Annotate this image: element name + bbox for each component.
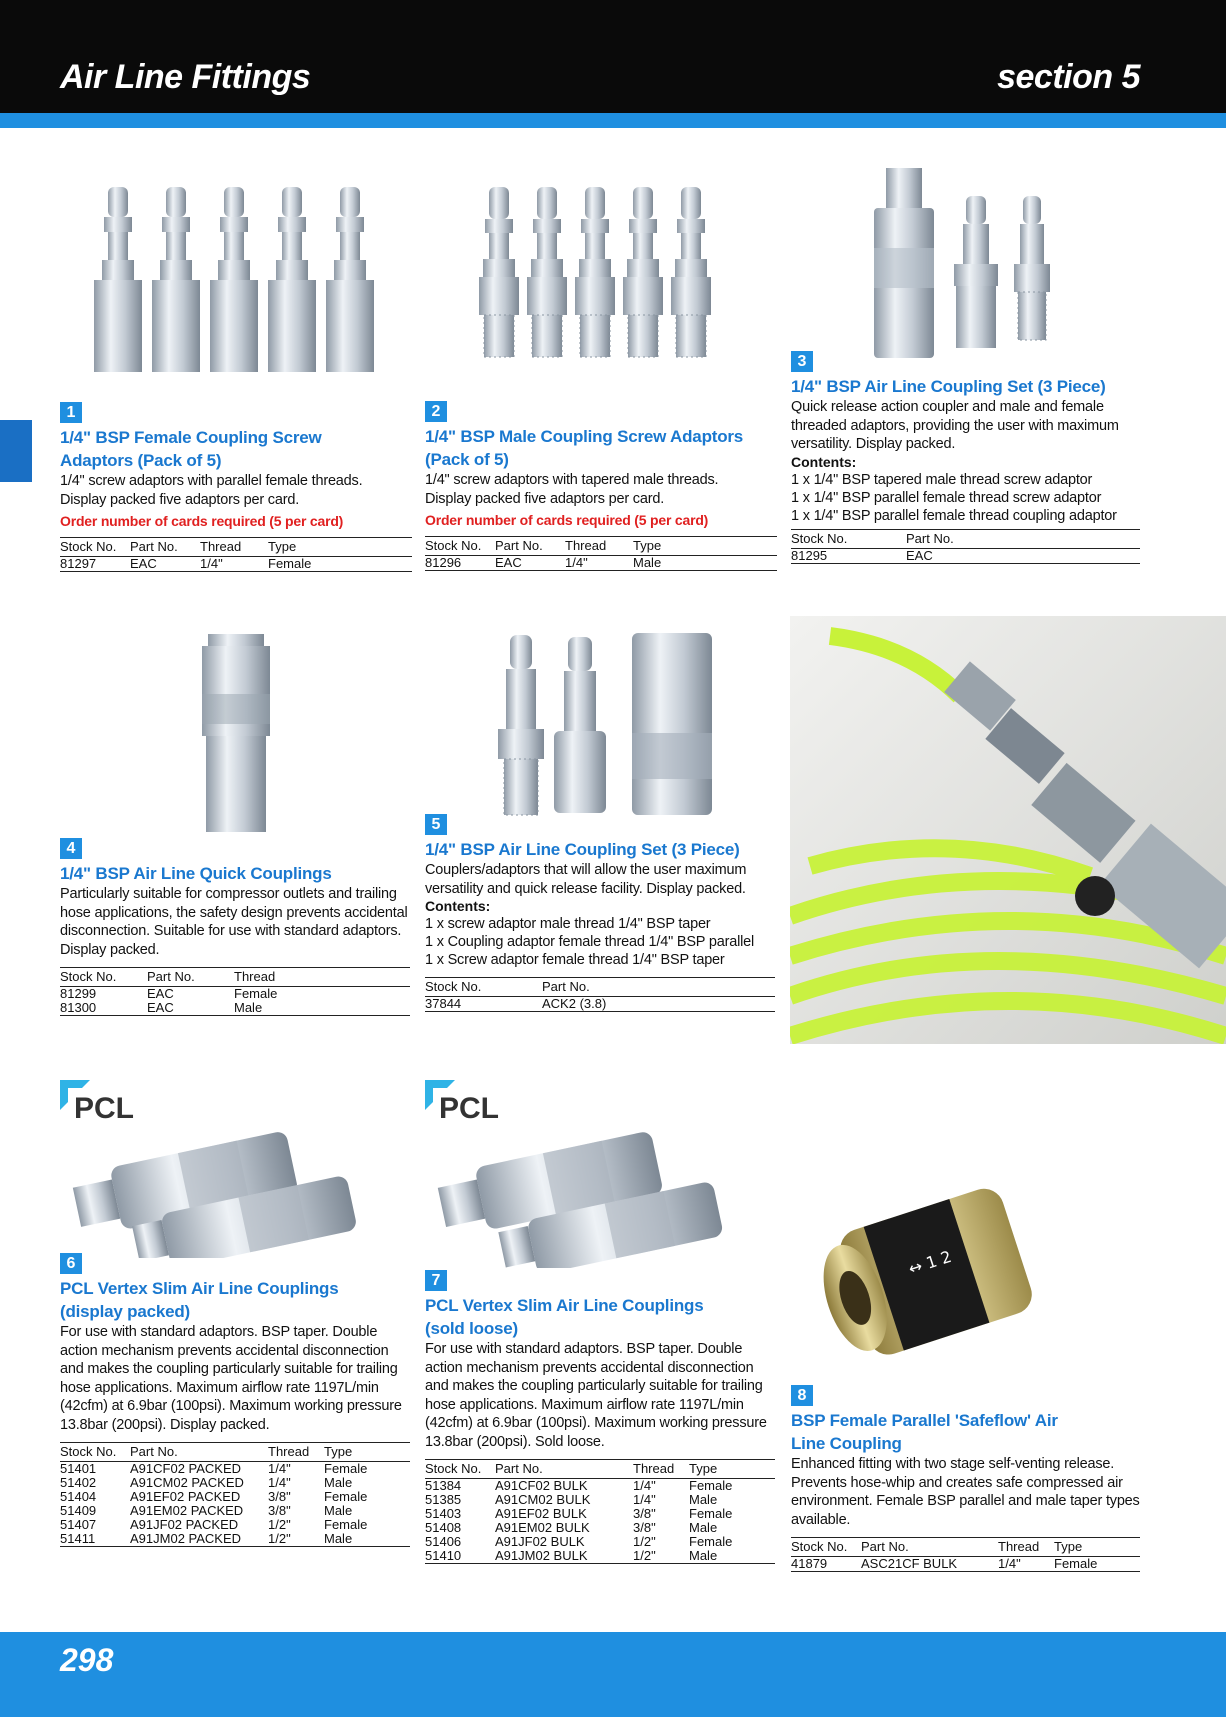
product-1	[60, 402, 412, 572]
cell: 1/4"	[633, 1492, 656, 1507]
female-adaptors-image	[85, 182, 385, 377]
section-label: section 5	[997, 58, 1140, 96]
section-tab	[0, 420, 32, 482]
contents-item: 1 x Coupling adaptor female thread 1/4" BSP parallel	[425, 934, 754, 950]
table-row	[791, 1557, 1140, 1572]
cell: Female	[689, 1534, 733, 1549]
col-header: Part No.	[130, 1444, 178, 1459]
cell: 81297	[60, 557, 130, 572]
cell: 1/2"	[268, 1517, 291, 1532]
col-header: Stock No.	[425, 979, 482, 994]
product-description: 1/4" screw adaptors with parallel female threads. Display packed five adaptors per card.	[60, 473, 363, 508]
cell: 81299	[60, 986, 97, 1001]
cell: 3/8"	[633, 1520, 656, 1535]
spec-table	[60, 1442, 410, 1547]
product-title: 1/4" BSP Female Coupling Screw Adaptors (Pack of 5)	[60, 428, 322, 470]
svg-text:↔ 1 2: ↔ 1 2	[906, 1246, 954, 1279]
spec-table	[425, 1459, 775, 1564]
contents-item: 1 x 1/4" BSP tapered male thread screw adaptor	[791, 471, 1093, 488]
spec-table	[425, 977, 775, 1012]
cell: 51408	[425, 1520, 462, 1535]
page-footer	[0, 1632, 1226, 1717]
contents-item: 1 x Screw adaptor female thread 1/4" BSP taper	[425, 952, 725, 968]
quick-coupling-image	[196, 634, 276, 834]
cell: 1/4"	[565, 556, 633, 571]
cell: 1/4"	[633, 1478, 656, 1493]
product-2	[425, 401, 777, 571]
cell: Female	[324, 1489, 368, 1504]
cell: 51409	[60, 1503, 97, 1518]
cell: EAC	[130, 557, 200, 572]
cell: Male	[324, 1475, 353, 1490]
spec-table	[60, 537, 412, 572]
cell: 51407	[60, 1517, 97, 1532]
cell: 1/2"	[633, 1534, 656, 1549]
cell: 81300	[60, 1001, 147, 1016]
cell: Male	[689, 1520, 718, 1535]
product-description: Quick release action coupler and male and female threaded adaptors, providing the user with maximum versatility. Display packed.	[791, 399, 1119, 452]
cell: 51411	[60, 1532, 130, 1547]
cell: Male	[324, 1532, 410, 1547]
product-title: 1/4" BSP Air Line Coupling Set (3 Piece)	[791, 377, 1106, 396]
col-header: Stock No.	[791, 1539, 848, 1554]
vertex-couplings-image	[66, 1118, 366, 1258]
product-number: 6	[60, 1253, 82, 1274]
table-row	[60, 1001, 410, 1016]
cell: 51385	[425, 1492, 462, 1507]
product-number: 7	[425, 1270, 447, 1291]
spec-table	[791, 1537, 1140, 1572]
product-6	[60, 1253, 410, 1547]
order-note: Order number of cards required (5 per card)	[425, 512, 709, 528]
col-header: Thread	[200, 539, 242, 554]
cell: Male	[633, 556, 777, 571]
table-row	[425, 1535, 775, 1549]
cell: 41879	[791, 1557, 861, 1572]
product-description: Couplers/adaptors that will allow the user maximum versatility and quick release facility. Display packed.	[425, 862, 747, 897]
cell: EAC	[495, 556, 565, 571]
table-row	[425, 1521, 775, 1535]
product-title: BSP Female Parallel 'Safeflow' Air Line Coupling	[791, 1411, 1058, 1453]
col-header: Part No.	[542, 979, 590, 994]
cell: A91JF02 BULK	[495, 1534, 585, 1549]
product-number: 4	[60, 838, 82, 859]
cell: 51403	[425, 1506, 462, 1521]
spec-table	[60, 967, 410, 1016]
hose-photo	[790, 616, 1226, 1044]
col-header: Type	[689, 1461, 718, 1476]
col-header: Part No.	[861, 1539, 909, 1554]
cell: Female	[689, 1478, 733, 1493]
contents-label: Contents:	[425, 898, 491, 914]
cell: A91CF02 PACKED	[130, 1461, 242, 1476]
cell: A91JM02 BULK	[495, 1549, 633, 1564]
col-header: Type	[633, 538, 662, 553]
cell: Female	[1054, 1557, 1140, 1572]
col-header: Thread	[633, 1461, 675, 1476]
cell: A91CM02 BULK	[495, 1492, 591, 1507]
cell: Female	[689, 1506, 733, 1521]
cell: EAC	[147, 1001, 234, 1016]
spec-table	[791, 529, 1140, 564]
cell: A91CM02 PACKED	[130, 1475, 244, 1490]
cell: Female	[324, 1517, 368, 1532]
product-description: For use with standard adaptors. BSP taper. Double action mechanism prevents accidental disconnection and makes the coupling particularly suitable for trailing hose applications. Maximum airflow rate 1197L/min (42cfm) at 6.9bar (100psi). Maximum working pressure 13.8bar (200psi). Display packed.	[60, 1324, 402, 1433]
cell: Male	[324, 1503, 353, 1518]
contents-item: 1 x 1/4" BSP parallel female thread screw adaptor	[791, 489, 1102, 506]
spec-table	[425, 536, 777, 571]
cell: 1/4"	[268, 1475, 291, 1490]
table-row	[60, 1518, 410, 1532]
cell: A91EF02 BULK	[495, 1506, 587, 1521]
contents-item: 1 x 1/4" BSP parallel female thread coupling adaptor	[791, 507, 1117, 524]
table-row	[60, 1532, 410, 1547]
male-adaptors-image	[475, 182, 735, 377]
col-header: Thread	[268, 1444, 310, 1459]
header-stripe	[0, 113, 1226, 128]
col-header: Type	[1054, 1539, 1083, 1554]
product-title: PCL Vertex Slim Air Line Couplings (sold loose)	[425, 1296, 704, 1338]
col-header: Stock No.	[425, 1461, 482, 1476]
col-header: Stock No.	[791, 530, 848, 546]
cell: A91JF02 PACKED	[130, 1517, 239, 1532]
table-row	[425, 1507, 775, 1521]
product-3	[791, 351, 1140, 564]
col-header: Thread	[998, 1539, 1040, 1554]
product-number: 8	[791, 1385, 813, 1406]
cell: 51401	[60, 1461, 97, 1476]
product-title: PCL Vertex Slim Air Line Couplings (display packed)	[60, 1279, 339, 1321]
col-header: Thread	[565, 538, 607, 553]
product-description: Enhanced fitting with two stage self-venting release. Prevents hose-whip and creates safe compressed air environment. Female BSP parallel and male taper types available.	[791, 1456, 1140, 1528]
cell: 1/4"	[268, 1461, 291, 1476]
col-header: Part No.	[130, 539, 178, 554]
cell: 3/8"	[633, 1506, 656, 1521]
product-8	[791, 1385, 1140, 1572]
cell: A91EM02 BULK	[495, 1520, 590, 1535]
cell: Female	[268, 557, 412, 572]
col-header: Thread	[234, 969, 276, 984]
table-row	[60, 1462, 410, 1477]
table-row	[60, 1490, 410, 1504]
coupling-set-image	[868, 168, 1068, 360]
cell: 1/4"	[200, 557, 268, 572]
product-description: For use with standard adaptors. BSP taper. Double action mechanism prevents accidental disconnection and makes the coupling particularly suitable for trailing hose applications. Maximum airflow rate 1197L/min (42cfm) at 6.9bar (100psi). Maximum working pressure 13.8bar (200psi). Sold loose.	[425, 1341, 767, 1450]
col-header: Stock No.	[60, 1444, 117, 1459]
product-title: 1/4" BSP Air Line Coupling Set (3 Piece)	[425, 840, 740, 859]
table-row	[60, 987, 410, 1002]
product-title: 1/4" BSP Male Coupling Screw Adaptors (Pack of 5)	[425, 427, 744, 469]
cell: Male	[689, 1549, 775, 1564]
safeflow-coupling-image	[810, 1170, 1040, 1370]
svg-text:PCL: PCL	[439, 1092, 499, 1122]
cell: 37844	[425, 997, 542, 1012]
page-number: 298	[60, 1642, 114, 1678]
cell: A91EF02 PACKED	[130, 1489, 241, 1504]
table-row	[425, 1493, 775, 1507]
table-row	[60, 1476, 410, 1490]
cell: 51410	[425, 1549, 495, 1564]
cell: EAC	[147, 986, 174, 1001]
svg-text:PCL: PCL	[74, 1092, 134, 1122]
col-header: Stock No.	[60, 539, 117, 554]
table-row	[425, 1479, 775, 1494]
cell: A91CF02 BULK	[495, 1478, 588, 1493]
col-header: Type	[268, 539, 297, 554]
table-row	[425, 556, 777, 571]
col-header: Part No.	[906, 530, 954, 546]
cell: Female	[234, 986, 278, 1001]
cell: ACK2 (3.8)	[542, 997, 775, 1012]
product-number: 2	[425, 401, 447, 422]
vertex-couplings-image-2	[432, 1118, 732, 1268]
cell: 51406	[425, 1534, 462, 1549]
cell: Male	[689, 1492, 718, 1507]
product-number: 5	[425, 814, 447, 835]
product-7	[425, 1270, 775, 1564]
cell: 1/2"	[268, 1532, 324, 1547]
cell: 81296	[425, 556, 495, 571]
coupling-set-image-2	[496, 633, 718, 818]
col-header: Type	[324, 1444, 353, 1459]
cell: 3/8"	[268, 1503, 291, 1518]
cell: 81295	[791, 548, 906, 563]
col-header: Stock No.	[60, 969, 117, 984]
col-header: Part No.	[495, 538, 543, 553]
product-4	[60, 838, 410, 1016]
product-5	[425, 814, 775, 1012]
cell: 51404	[60, 1489, 97, 1504]
cell: A91JM02 PACKED	[130, 1532, 268, 1547]
table-row	[60, 557, 412, 572]
col-header: Part No.	[147, 969, 195, 984]
cell: 3/8"	[268, 1489, 291, 1504]
col-header: Stock No.	[425, 538, 482, 553]
cell: 1/4"	[998, 1557, 1054, 1572]
contents-label: Contents:	[791, 453, 857, 470]
cell: 51384	[425, 1478, 462, 1493]
cell: 51402	[60, 1475, 97, 1490]
contents-item: 1 x screw adaptor male thread 1/4" BSP taper	[425, 916, 711, 932]
product-description: Particularly suitable for compressor outlets and trailing hose applications, the safety design prevents accidental disconnection. Suitable for use with standard adaptors. Display packed.	[60, 886, 408, 958]
product-title: 1/4" BSP Air Line Quick Couplings	[60, 864, 332, 883]
cell: A91EM02 PACKED	[130, 1503, 244, 1518]
page-title: Air Line Fittings	[60, 58, 311, 96]
product-number: 3	[791, 351, 813, 372]
cell: EAC	[906, 548, 1140, 563]
table-row	[425, 997, 775, 1012]
table-row	[425, 1549, 775, 1564]
order-note: Order number of cards required (5 per card)	[60, 513, 344, 529]
cell: ASC21CF BULK	[861, 1557, 998, 1572]
cell: Female	[324, 1461, 368, 1476]
product-description: 1/4" screw adaptors with tapered male threads. Display packed five adaptors per card.	[425, 472, 719, 507]
col-header: Part No.	[495, 1461, 543, 1476]
product-number: 1	[60, 402, 82, 423]
cell: 1/2"	[633, 1549, 689, 1564]
table-row	[60, 1504, 410, 1518]
cell: Male	[234, 1001, 410, 1016]
table-row	[791, 548, 1140, 563]
